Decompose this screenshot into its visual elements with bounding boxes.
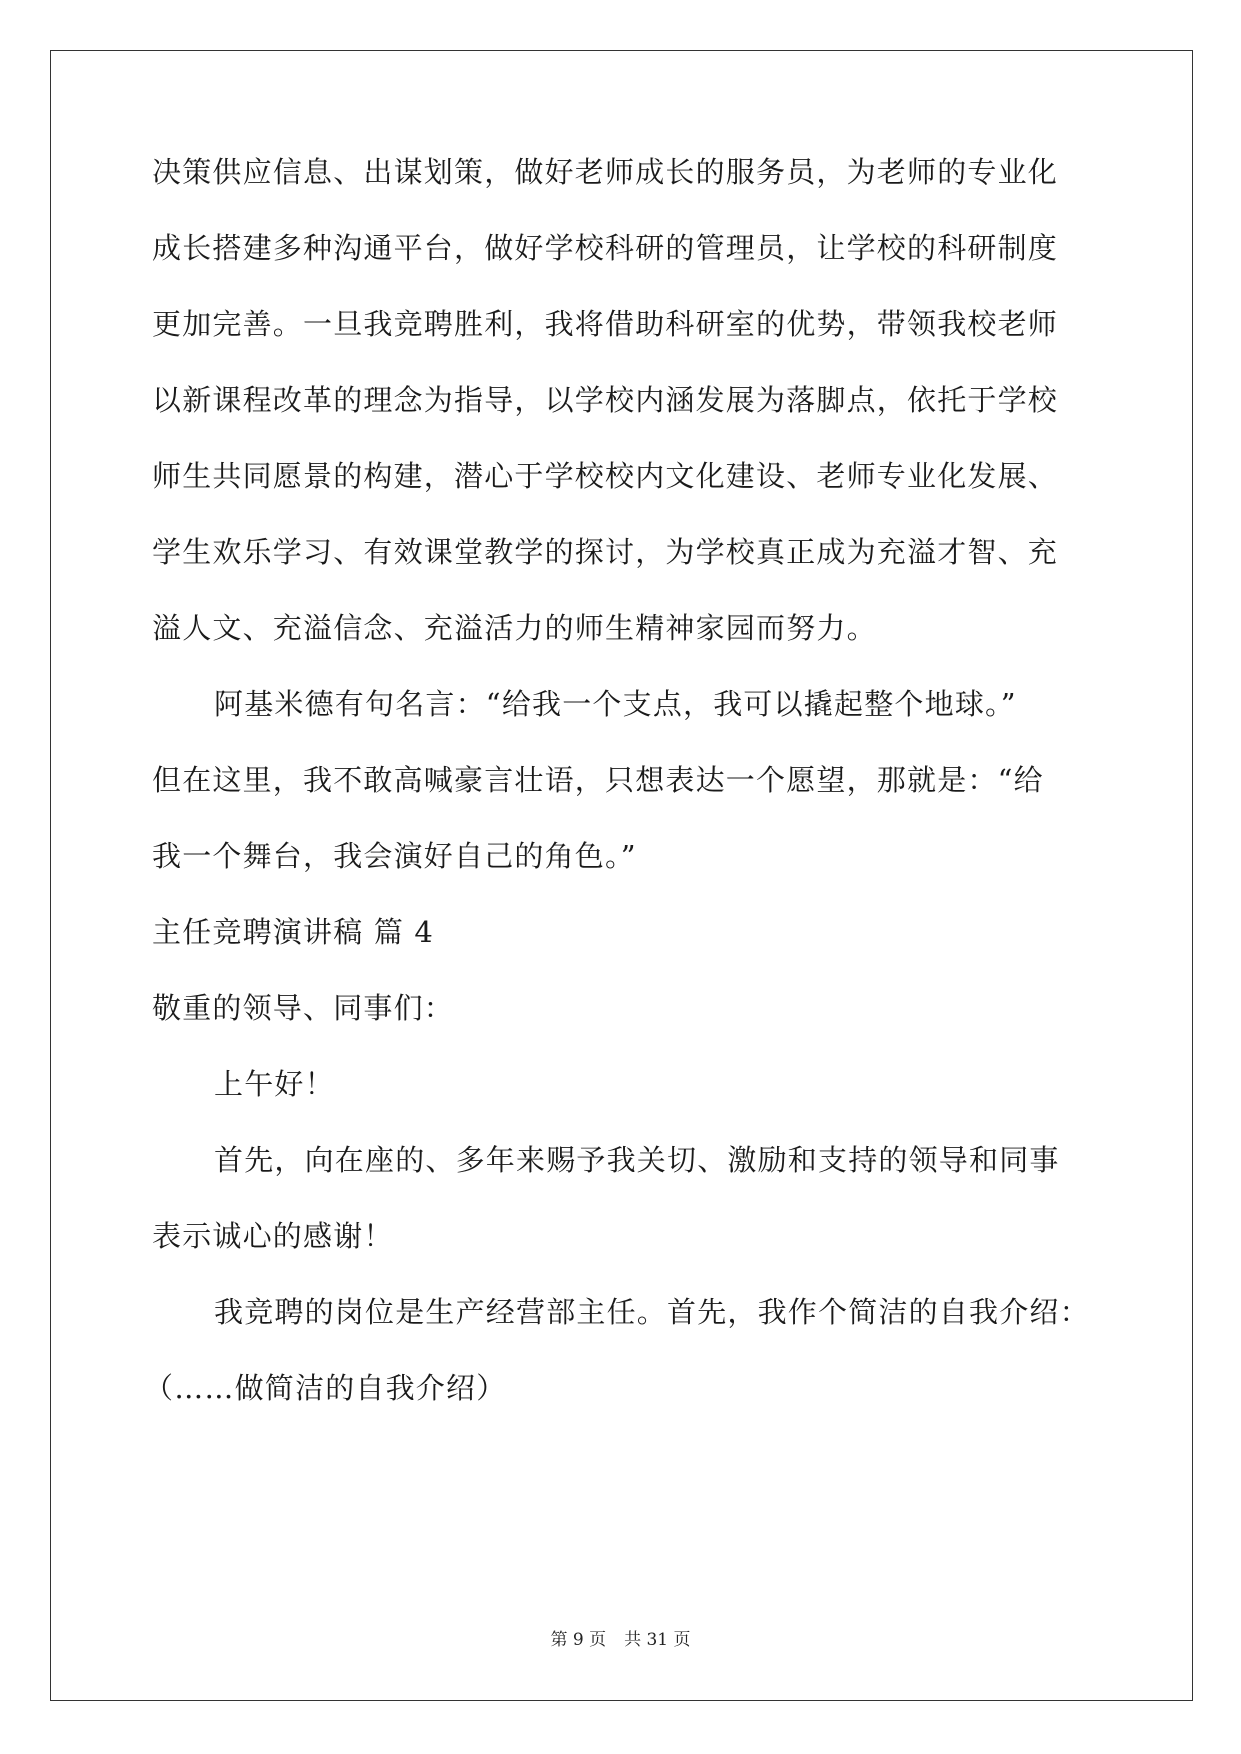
page-total: 共 31 页 <box>624 1630 691 1650</box>
paragraph-line: 成长搭建多种沟通平台，做好学校科研的管理员，让学校的科研制度 <box>152 231 1059 265</box>
paragraph-line: 更加完善。一旦我竞聘胜利，我将借助科研室的优势，带领我校老师 <box>152 307 1059 341</box>
paragraph-line: 阿基米德有句名言：“给我一个支点，我可以撬起整个地球。” <box>214 687 1017 721</box>
paragraph-line: 我一个舞台，我会演好自己的角色。” <box>152 839 637 873</box>
paragraph-line: 溢人文、充溢信念、充溢活力的师生精神家园而努力。 <box>152 611 877 645</box>
paragraph-line: 但在这里，我不敢高喊豪言壮语，只想表达一个愿望，那就是：“给 <box>152 763 1044 797</box>
paragraph-line: 我竞聘的岗位是生产经营部主任。首先，我作个简洁的自我介绍： <box>214 1295 1090 1329</box>
section-heading: 主任竞聘演讲稿 篇 4 <box>152 915 435 949</box>
greeting: 上午好！ <box>214 1067 335 1101</box>
paragraph-line: （……做简洁的自我介绍） <box>144 1371 507 1405</box>
page-footer <box>0 1629 1241 1651</box>
paragraph-line: 师生共同愿景的构建，潜心于学校校内文化建设、老师专业化发展、 <box>152 459 1059 493</box>
paragraph-line: 首先，向在座的、多年来赐予我关切、激励和支持的领导和同事 <box>214 1143 1060 1177</box>
paragraph-line: 学生欢乐学习、有效课堂教学的探讨，为学校真正成为充溢才智、充 <box>152 535 1059 569</box>
salutation: 敬重的领导、同事们： <box>152 991 455 1025</box>
paragraph-line: 决策供应信息、出谋划策，做好老师成长的服务员，为老师的专业化 <box>152 155 1059 189</box>
page-number: 第 9 页 <box>550 1630 607 1650</box>
paragraph-line: 表示诚心的感谢！ <box>152 1219 394 1253</box>
paragraph-line: 以新课程改革的理念为指导，以学校内涵发展为落脚点，依托于学校 <box>152 383 1059 417</box>
